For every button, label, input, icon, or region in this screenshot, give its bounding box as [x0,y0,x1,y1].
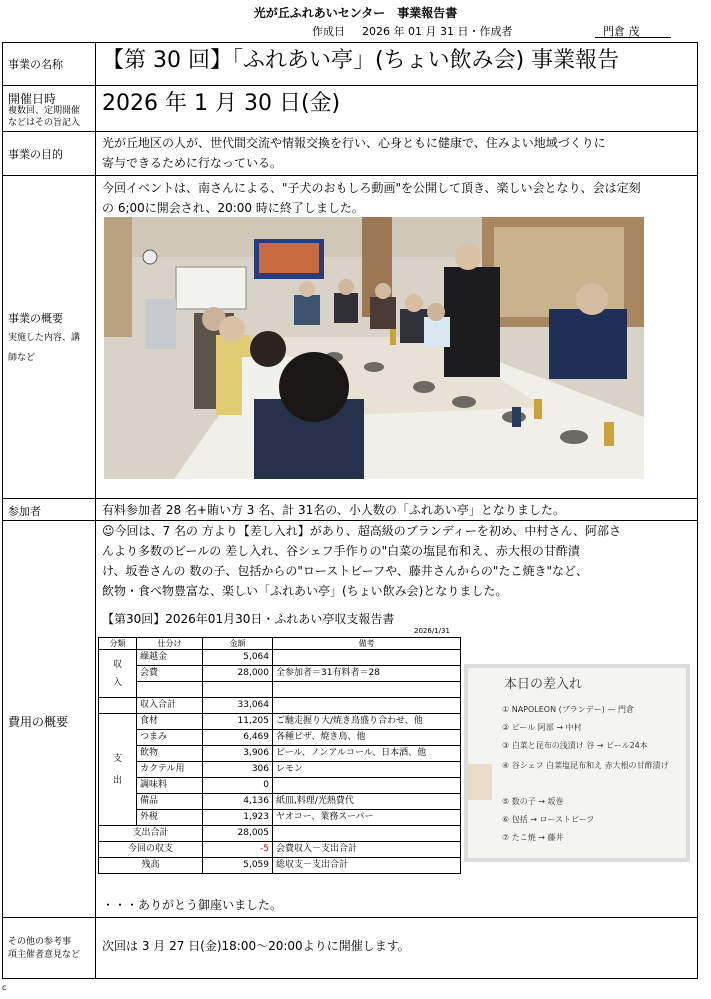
costs-line: んより多数のビールの 差し入れ、谷シェフ手作りの"白菜の塩昆布和え、赤大根の甘酢漬 [102,544,580,558]
label-text: 項主催者意見など [8,950,81,960]
table-row [99,730,461,746]
budget-header-cell: 備考 [273,638,461,650]
note-cell: 各種ピザ、焼き鳥、他 [273,730,461,746]
purpose-line: 光が丘地区の人が、世代間交流や情報交換を行い、心身ともに健康で、住みよい地域づくりに [102,136,606,150]
created-date: 2026 年 01 月 31 日・作成者 [362,25,513,38]
item-cell: カクテル用 [137,762,203,778]
whiteboard-item: ④ 谷シェフ 白菜塩昆布和え 赤大根の甘酢漬け [502,761,669,770]
remaining-note: 総収支－支出合計 [273,858,461,874]
whiteboard-item: ③ 白菜と昆布の浅漬け 谷 → ビール24本 [502,741,648,750]
row-event-date [3,85,697,132]
author-name: 門倉 茂 [603,25,640,38]
note-cell [273,778,461,794]
label-purpose [3,132,96,176]
amount-cell: 5,064 [203,650,273,666]
item-cell: 外税 [137,810,203,826]
label-text: 開催日時 [8,92,57,106]
label-costs [3,521,96,918]
item-cell: 繰越金 [137,650,203,666]
label-summary [3,176,96,499]
event-name: 【第 30 回】「ふれあい亭」(ちょい飲み会) 事業報告 [102,48,620,73]
income-category: 収 入 [99,650,137,698]
amount-cell: 28,000 [203,666,273,682]
budget-title: 【第30回】2026年01月30日・ふれあい亭収支報告書 [102,612,395,626]
balance-label: 今回の収支 [99,842,203,858]
amount-cell: 4,136 [203,794,273,810]
amount-cell [203,682,273,698]
label-event-date [3,86,96,132]
item-cell: 備品 [137,794,203,810]
row-participants [3,498,697,521]
row-purpose [3,131,697,176]
table-row [99,778,461,794]
spacer-cell [99,698,137,714]
label-subtext: などはその旨記入 [8,118,81,128]
note-cell [273,826,461,842]
expense-category: 支 出 [99,714,137,826]
label-text: 事業の名称 [8,58,63,71]
costs-text [102,521,691,601]
amount-cell: 6,469 [203,730,273,746]
remaining-amount: 5,059 [203,858,273,874]
costs-line: け、坂巻さんの 数の子、包括からの"ローストビーフや、藤井さんからの"たこ焼き"など、 [102,564,588,578]
table-row [99,698,461,714]
whiteboard-title: 本日の差入れ [504,677,583,692]
table-row [99,762,461,778]
document-title: 光が丘ふれあいセンター 事業報告書 [253,6,458,20]
expense-total-label: 支出合計 [99,826,203,842]
note-cell [273,698,461,714]
item-cell: 飲物 [137,746,203,762]
amount-cell: 0 [203,778,273,794]
author-underline [595,37,671,38]
budget-header-cell: 分類 [99,638,137,650]
budget-header-cell: 金額 [203,638,273,650]
whiteboard-photo [464,664,690,862]
table-row [99,714,461,730]
balance-note: 会費収入－支出合計 [273,842,461,858]
note-cell: 紙皿,料理/光熱費代 [273,794,461,810]
summary-text [102,178,691,218]
table-row [99,650,461,666]
created-label: 作成日 [312,25,345,38]
costs-line: 飲物・食べ物豊富な、楽しい「ふれあい亭」(ちょい飲み会)となりました。 [102,584,508,598]
item-cell: 会費 [137,666,203,682]
note-cell: レモン [273,762,461,778]
budget-header-row [99,638,461,650]
event-date: 2026 年 1 月 30 日(金) [102,91,341,116]
summary-line: 今回イベントは、南さんによる、"子犬のおもしろ動画"を公開して頂き、楽しい会となり、会は定刻 [102,181,641,195]
note-cell [273,682,461,698]
costs-line: ☺今回は、7 名の 方より【差し入れ】があり、超高級のブランディーを初め、中村さん、阿部さ [102,524,622,538]
budget-date: 2026/1/31 [414,627,450,635]
whiteboard-item: ⑦ たこ焼 → 藤井 [502,833,564,842]
label-subtext: 師など [8,353,36,363]
participants-text: 有料参加者 28 名+賄い方 3 名、計 31名の、小人数の「ふれあい亭」となりました。 [102,503,565,517]
table-row [99,826,461,842]
summary-line: の 6;00に開会され、20:00 時に終了しました。 [102,201,364,215]
table-row [99,858,461,874]
label-participants [3,499,96,521]
amount-cell: 306 [203,762,273,778]
item-cell [137,682,203,698]
row-event-name [3,43,697,85]
note-cell: ヤオコー、業務スーパー [273,810,461,826]
table-row [99,794,461,810]
table-row [99,810,461,826]
purpose-line: 寄与できるために行なっている。 [102,156,283,170]
item-cell: 収入合計 [137,698,203,714]
label-other [3,918,96,979]
whiteboard-item: ⑤ 数の子 → 坂巻 [502,797,564,806]
item-cell: 食材 [137,714,203,730]
label-text: 費用の概要 [8,715,69,729]
label-text: 事業の概要 [8,312,63,325]
label-text: 参加者 [8,505,41,518]
label-event-name [3,43,96,85]
table-row [99,746,461,762]
label-text: その他の参考事 [8,937,72,947]
budget-header-cell: 仕分け [137,638,203,650]
whiteboard-item: ② ビール 阿部 → 中村 [502,723,582,732]
event-photo [104,217,644,479]
label-subtext: 複数回、定期開催 [8,106,81,116]
whiteboard-item: ① NAPOLEON (ブランデー) — 門倉 [502,705,634,714]
table-row [99,666,461,682]
purpose-text [102,133,691,173]
expense-total-amount: 28,005 [203,826,273,842]
amount-cell: 3,906 [203,746,273,762]
note-cell: ビール、ノンアルコール、日本酒、他 [273,746,461,762]
other-text: 次回は 3 月 27 日(金)18:00～20:00よりに開催します。 [102,939,410,953]
balance-amount: -5 [203,842,273,858]
note-cell: 全参加者＝31有料者＝28 [273,666,461,682]
label-text: 事業の目的 [8,148,63,161]
item-cell: つまみ [137,730,203,746]
budget-table [98,637,461,874]
label-subtext: 実施した内容、講 [8,333,81,343]
row-other [3,917,697,979]
table-row [99,682,461,698]
remaining-label: 残高 [99,858,203,874]
amount-cell: 11,205 [203,714,273,730]
note-cell [273,650,461,666]
amount-cell: 1,923 [203,810,273,826]
footer-mark: c [2,983,7,992]
table-row [99,842,461,858]
amount-cell: 33,064 [203,698,273,714]
thanks-text: ・・・ありがとう御座いました。 [102,898,283,912]
whiteboard-item: ⑥ 包括 → ローストビーフ [502,815,595,824]
item-cell: 調味料 [137,778,203,794]
note-cell: ご馳走握り大/焼き鳥盛り合わせ、他 [273,714,461,730]
